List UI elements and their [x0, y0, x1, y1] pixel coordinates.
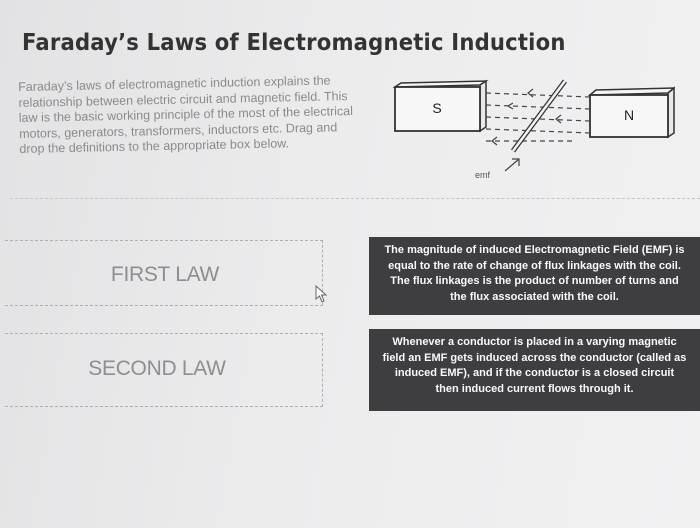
drop-zone-second-law[interactable]: [5, 333, 323, 407]
drop-zone-label: FIRST LAW: [110, 263, 220, 286]
magnet-s: [395, 81, 486, 131]
page-title: Faraday’s Laws of Electromagnetic Induction: [22, 30, 566, 56]
cursor-icon: [315, 285, 329, 303]
emf-label: emf: [475, 170, 491, 180]
faraday-diagram: [385, 75, 675, 185]
definition-card-second-law[interactable]: Whenever a conductor is placed in a varying magnetic field an EMF gets induced across the conductor (called as induced EMF), and if the conductor is a closed circuit then induced current flows through it.: [369, 329, 700, 411]
section-divider: [10, 198, 700, 199]
conductor: [513, 81, 565, 151]
magnet-s-label: S: [432, 100, 442, 116]
drop-zone-first-law[interactable]: [5, 240, 323, 306]
magnet-n-label: N: [623, 107, 635, 123]
intro-text: Faraday’s laws of electromagnetic induction explains the relationship between electric circuit and magnetic field. This law is the basic working principle of the most of the electrical motors, generators, transformers, inductors etc. Drag and drop the definitions to the appropriate box below.: [18, 73, 354, 156]
drop-zone-label: SECOND LAW: [88, 357, 226, 380]
definition-card-first-law[interactable]: The magnitude of induced Electromagnetic Field (EMF) is equal to the rate of change of flux linkages with the coil. The flux linkages is the product of number of turns and the flux associated with the coil.: [369, 237, 700, 315]
magnet-n: [590, 88, 674, 137]
emf-arrow: [505, 159, 519, 171]
